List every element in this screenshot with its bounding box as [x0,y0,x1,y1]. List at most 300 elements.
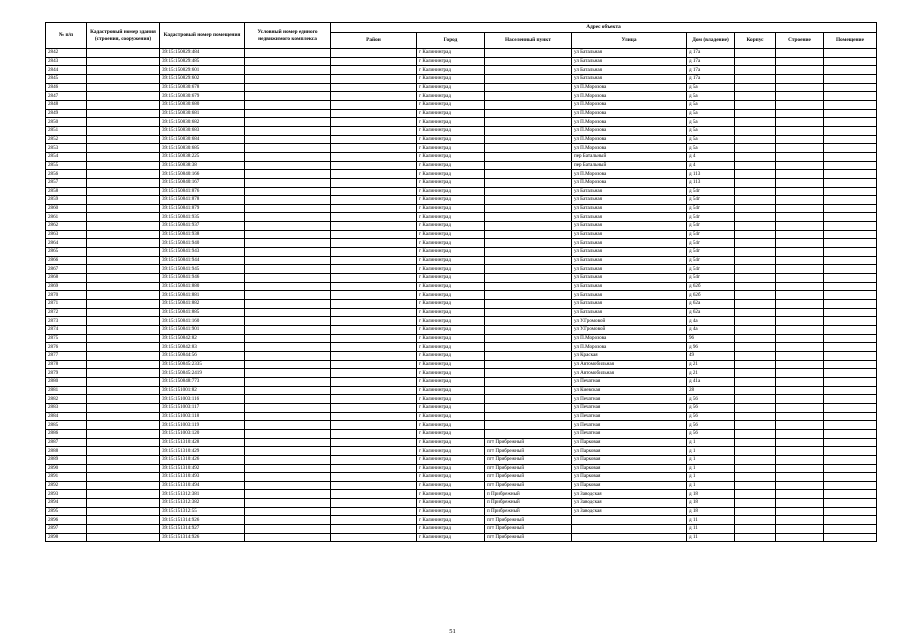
table-row [46,152,877,161]
header-street: Улица [572,33,687,49]
cell-conditional-complex [245,334,331,343]
cell-cadastral-building [87,455,160,464]
table-row [46,351,877,360]
cell-city: г Калининград [417,204,485,213]
cell-street: ул Печатная [572,377,687,386]
cell-korpus [735,490,776,499]
cell-city: г Калининград [417,83,485,92]
cell-conditional-complex [245,421,331,430]
cell-district [331,74,417,83]
cell-conditional-complex [245,213,331,222]
cell-street: ул П.Морозова [572,170,687,179]
cell-cadastral-building [87,100,160,109]
cell-korpus [735,412,776,421]
table-row [46,144,877,153]
cell-conditional-complex [245,300,331,309]
cell-street: ул Батальная [572,222,687,231]
cell-premise [824,473,877,482]
cell-korpus [735,447,776,456]
cell-cadastral-building [87,507,160,516]
cell-korpus [735,161,776,170]
table-header [46,23,877,49]
table-row [46,369,877,378]
header-cadastral-building: Кадастровый номер здания (строения, сооружения) [87,23,160,49]
cell-street: ул Батальная [572,196,687,205]
cell-cadastral-building [87,144,160,153]
cell-street: ул Батальная [572,274,687,283]
cell-building [776,499,824,508]
cell-cadastral-premise: 39:15:150841:945 [160,265,245,274]
cell-conditional-complex [245,412,331,421]
cell-district [331,447,417,456]
cell-conditional-complex [245,525,331,534]
table-row [46,395,877,404]
table-row [46,57,877,66]
cell-house: д 62б [687,291,735,300]
cell-settlement: пгт Прибрежный [485,455,572,464]
table-row [46,403,877,412]
cell-district [331,464,417,473]
cell-conditional-complex [245,170,331,179]
cell-street: ул Батальная [572,291,687,300]
cell-building [776,265,824,274]
cell-house: д 62а [687,308,735,317]
cell-conditional-complex [245,265,331,274]
cell-street: ул Батальная [572,213,687,222]
cell-cadastral-premise: 39:15:150841:880 [160,282,245,291]
table-row [46,438,877,447]
cell-premise [824,83,877,92]
cell-city: г Калининград [417,239,485,248]
cell-district [331,187,417,196]
cell-building [776,83,824,92]
cell-premise [824,204,877,213]
cell-num: 2888 [46,447,87,456]
cell-street: ул П.Морозова [572,135,687,144]
cell-settlement: п Прибрежный [485,499,572,508]
cell-house: д 18 [687,490,735,499]
cell-city: г Калининград [417,161,485,170]
cell-city: г Калининград [417,438,485,447]
cell-num: 2868 [46,274,87,283]
cell-korpus [735,109,776,118]
cell-settlement [485,100,572,109]
cell-cadastral-building [87,282,160,291]
table-row [46,516,877,525]
cell-street: пер Батальный [572,161,687,170]
cell-conditional-complex [245,187,331,196]
cell-city: г Калининград [417,490,485,499]
cell-cadastral-premise: 39:15:151310:429 [160,447,245,456]
cell-korpus [735,274,776,283]
cell-premise [824,196,877,205]
cell-cadastral-building [87,525,160,534]
cell-cadastral-building [87,204,160,213]
cell-district [331,282,417,291]
cell-building [776,100,824,109]
cell-cadastral-building [87,499,160,508]
cell-city: г Калининград [417,300,485,309]
cell-city: г Калининград [417,351,485,360]
cell-district [331,326,417,335]
cell-conditional-complex [245,196,331,205]
cell-korpus [735,369,776,378]
cell-street: ул Автомобильная [572,360,687,369]
cell-premise [824,525,877,534]
header-address-group: Адрес объекта [331,23,877,33]
cell-settlement: п Прибрежный [485,507,572,516]
cell-settlement [485,360,572,369]
cell-cadastral-building [87,109,160,118]
cell-house: д 56 [687,395,735,404]
cell-district [331,334,417,343]
cell-district [331,300,417,309]
cell-conditional-complex [245,274,331,283]
cell-premise [824,386,877,395]
cell-num: 2892 [46,481,87,490]
cell-num: 2864 [46,239,87,248]
cell-house: д 56 [687,403,735,412]
cell-building [776,239,824,248]
table-row [46,377,877,386]
cell-conditional-complex [245,248,331,257]
cell-cadastral-building [87,386,160,395]
cell-settlement [485,178,572,187]
cell-building [776,308,824,317]
cell-num: 2858 [46,187,87,196]
cell-settlement [485,326,572,335]
cell-street: ул Батальная [572,256,687,265]
cell-conditional-complex [245,118,331,127]
cell-premise [824,66,877,75]
cell-district [331,144,417,153]
cell-cadastral-building [87,412,160,421]
cell-korpus [735,308,776,317]
cell-cadastral-building [87,196,160,205]
cell-settlement: пгт Прибрежный [485,473,572,482]
cell-cadastral-premise: 39:15:150830:681 [160,109,245,118]
cell-settlement [485,187,572,196]
cell-korpus [735,126,776,135]
cell-cadastral-building [87,126,160,135]
cell-district [331,317,417,326]
cell-district [331,204,417,213]
cell-premise [824,412,877,421]
table-row [46,499,877,508]
cell-building [776,464,824,473]
cell-cadastral-premise: 39:15:151310:494 [160,481,245,490]
cell-korpus [735,178,776,187]
cell-num: 2870 [46,291,87,300]
cell-district [331,499,417,508]
cell-cadastral-building [87,239,160,248]
cell-settlement [485,300,572,309]
cell-district [331,395,417,404]
table-row [46,135,877,144]
cell-district [331,351,417,360]
cell-korpus [735,326,776,335]
cell-cadastral-premise: 39:15:150848:773 [160,377,245,386]
cell-street: ул Батальная [572,300,687,309]
cell-conditional-complex [245,317,331,326]
cell-conditional-complex [245,351,331,360]
cell-house: д 4а [687,317,735,326]
cell-building [776,144,824,153]
cell-korpus [735,118,776,127]
cell-district [331,360,417,369]
cell-cadastral-premise: 39:15:151003:116 [160,395,245,404]
cell-house: 28 [687,386,735,395]
cell-building [776,490,824,499]
cell-building [776,230,824,239]
cell-street: ул Батальная [572,239,687,248]
cell-cadastral-premise: 39:15:150842:82 [160,334,245,343]
table-row [46,317,877,326]
cell-korpus [735,282,776,291]
cell-num: 2861 [46,213,87,222]
cell-premise [824,282,877,291]
cell-cadastral-premise: 39:15:150841:160 [160,317,245,326]
cell-house: д 62а [687,300,735,309]
cell-building [776,109,824,118]
cell-premise [824,222,877,231]
cell-house: д 21 [687,369,735,378]
cell-settlement [485,429,572,438]
cell-street: ул Печатная [572,421,687,430]
cell-cadastral-premise: 39:15:151312:381 [160,490,245,499]
cell-num: 2857 [46,178,87,187]
cell-building [776,291,824,300]
cell-num: 2852 [46,135,87,144]
cell-district [331,126,417,135]
cell-building [776,152,824,161]
cell-cadastral-building [87,429,160,438]
cell-building [776,516,824,525]
cell-cadastral-building [87,187,160,196]
cell-cadastral-premise: 39:15:151310:492 [160,464,245,473]
cell-building [776,170,824,179]
cell-building [776,412,824,421]
cell-cadastral-building [87,490,160,499]
cell-conditional-complex [245,464,331,473]
cell-cadastral-building [87,92,160,101]
cell-num: 2896 [46,516,87,525]
cell-cadastral-building [87,300,160,309]
cell-cadastral-building [87,395,160,404]
cell-settlement [485,239,572,248]
cell-house: д 1 [687,473,735,482]
cell-num: 2889 [46,455,87,464]
header-settlement: Населенный пункт [485,33,572,49]
cell-korpus [735,204,776,213]
cell-num: 2853 [46,144,87,153]
table-row [46,196,877,205]
cell-cadastral-premise: 39:15:150841:882 [160,300,245,309]
cell-korpus [735,256,776,265]
cell-house: д 54г [687,213,735,222]
cell-building [776,438,824,447]
cell-city: г Калининград [417,92,485,101]
cell-house: д 54г [687,248,735,257]
cell-house: д 54г [687,187,735,196]
cell-num: 2854 [46,152,87,161]
cell-house: д 113 [687,170,735,179]
cell-district [331,274,417,283]
cell-cadastral-building [87,274,160,283]
cell-city: г Калининград [417,282,485,291]
cell-city: г Калининград [417,369,485,378]
table-row [46,282,877,291]
cell-city: г Калининград [417,317,485,326]
cell-korpus [735,300,776,309]
cell-building [776,386,824,395]
cell-conditional-complex [245,230,331,239]
cell-cadastral-building [87,265,160,274]
cell-cadastral-premise: 39:15:151003:118 [160,412,245,421]
cell-cadastral-building [87,118,160,127]
cell-city: г Калининград [417,126,485,135]
cell-district [331,412,417,421]
cell-korpus [735,481,776,490]
cell-cadastral-building [87,334,160,343]
cell-premise [824,403,877,412]
header-conditional-complex: Условный номер единого недвижимого комплекса [245,23,331,49]
cell-street: ул П.Морозова [572,92,687,101]
cell-cadastral-premise: 39:15:150829:602 [160,74,245,83]
cell-cadastral-premise: 39:15:150841:878 [160,196,245,205]
cell-num: 2859 [46,196,87,205]
cell-street: ул Печатная [572,403,687,412]
cell-city: г Калининград [417,66,485,75]
table-row [46,412,877,421]
cell-num: 2879 [46,369,87,378]
cell-conditional-complex [245,360,331,369]
table-row [46,74,877,83]
cell-city: г Калининград [417,308,485,317]
cell-district [331,230,417,239]
cell-num: 2842 [46,49,87,58]
cell-district [331,291,417,300]
cell-cadastral-building [87,369,160,378]
cell-settlement [485,83,572,92]
cell-city: г Калининград [417,377,485,386]
cell-house: д 1 [687,481,735,490]
cell-cadastral-building [87,421,160,430]
page-number: 51 [449,628,456,635]
cell-city: г Калининград [417,447,485,456]
cell-district [331,429,417,438]
cell-num: 2893 [46,490,87,499]
cell-conditional-complex [245,135,331,144]
cell-house: д 11 [687,516,735,525]
cell-district [331,403,417,412]
cell-conditional-complex [245,100,331,109]
cell-settlement [485,144,572,153]
cell-street: ул П.Морозова [572,118,687,127]
cell-cadastral-building [87,74,160,83]
cell-num: 2873 [46,317,87,326]
cell-cadastral-building [87,447,160,456]
cell-num: 2877 [46,351,87,360]
header-city: Город [417,33,485,49]
cell-city: г Калининград [417,135,485,144]
cell-street: ул Батальная [572,57,687,66]
cell-settlement [485,256,572,265]
cell-building [776,507,824,516]
table-row [46,326,877,335]
cell-district [331,83,417,92]
cell-cadastral-building [87,57,160,66]
cell-settlement [485,308,572,317]
cell-korpus [735,92,776,101]
cell-conditional-complex [245,282,331,291]
cell-building [776,256,824,265]
cell-district [331,525,417,534]
cell-street: ул П.Морозова [572,109,687,118]
cell-building [776,525,824,534]
cell-num: 2860 [46,204,87,213]
cell-korpus [735,525,776,534]
cell-city: г Калининград [417,395,485,404]
cell-district [331,170,417,179]
cell-premise [824,100,877,109]
cell-cadastral-premise: 39:15:150841:876 [160,187,245,196]
cell-cadastral-premise: 39:15:151310:426 [160,455,245,464]
cell-district [331,57,417,66]
cell-settlement [485,204,572,213]
cell-premise [824,438,877,447]
cell-building [776,377,824,386]
cell-district [331,438,417,447]
cell-cadastral-premise: 39:15:151314:926 [160,516,245,525]
cell-building [776,455,824,464]
cell-district [331,135,417,144]
cell-district [331,507,417,516]
header-cadastral-premise: Кадастровый номер помещения [160,23,245,49]
cell-num: 2875 [46,334,87,343]
cell-premise [824,326,877,335]
cell-korpus [735,222,776,231]
cell-premise [824,334,877,343]
cell-street: ул Автомобильная [572,369,687,378]
cell-conditional-complex [245,74,331,83]
cell-cadastral-premise: 39:15:150830:682 [160,118,245,127]
cell-district [331,118,417,127]
cell-district [331,386,417,395]
cell-premise [824,360,877,369]
cell-cadastral-building [87,213,160,222]
cell-city: г Калининград [417,291,485,300]
cell-city: г Калининград [417,230,485,239]
cell-cadastral-premise: 39:15:150830:680 [160,100,245,109]
cell-premise [824,248,877,257]
cell-house: д 4а [687,326,735,335]
cell-korpus [735,473,776,482]
cell-conditional-complex [245,343,331,352]
cell-premise [824,291,877,300]
cell-num: 2844 [46,66,87,75]
cell-cadastral-building [87,152,160,161]
cell-conditional-complex [245,83,331,92]
cell-premise [824,300,877,309]
cell-cadastral-building [87,66,160,75]
cell-cadastral-premise: 39:15:150845:2419 [160,369,245,378]
cell-settlement [485,222,572,231]
cell-korpus [735,291,776,300]
cell-house: д 5а [687,135,735,144]
cell-num: 2867 [46,265,87,274]
cell-house: д 11 [687,525,735,534]
